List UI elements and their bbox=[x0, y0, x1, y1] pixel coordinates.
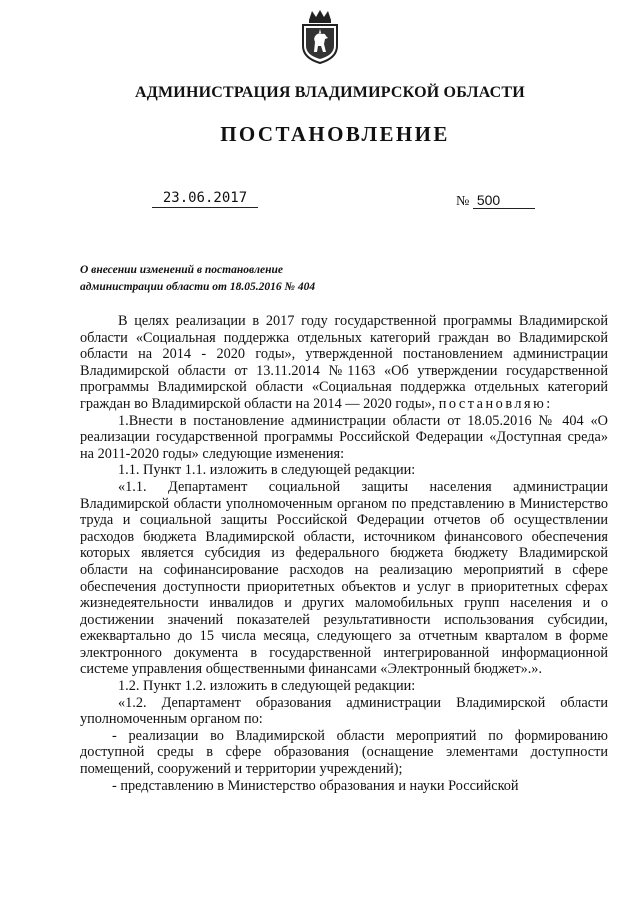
clause-paragraph: 1.1. Пункт 1.1. изложить в следующей редакции: bbox=[118, 462, 416, 479]
document-subject bbox=[80, 262, 400, 296]
resolve-word: постановляю: bbox=[438, 395, 553, 412]
preamble-paragraph bbox=[80, 313, 608, 413]
clause-paragraph: 1.Внести в постановление администрации области от 18.05.2016 № 404 «О реализации государственной программы Российской Федерации «Доступная среда» на 2011-2020 годы» следующие изменения: bbox=[80, 412, 608, 462]
document-date: 23.06.2017 bbox=[152, 190, 258, 208]
subject-line: администрации области от 18.05.2016 № 404 bbox=[80, 281, 316, 293]
number-value: 500 bbox=[473, 192, 535, 209]
clause-paragraph: «1.2. Департамент образования администрации Владимирской области уполномоченным органом по: bbox=[80, 694, 608, 728]
organization-title: АДМИНИСТРАЦИЯ ВЛАДИМИРСКОЙ ОБЛАСТИ bbox=[135, 84, 525, 101]
document-body bbox=[80, 313, 608, 794]
preamble-text: В целях реализации в 2017 году государственной программы Владимирской области «Социальная поддержка отдельных категорий граждан во Владимирской области на 2014 - 2020 годы», утвержденной постановлением администрации Владимирской области от 13.11.2014 №1163 «Об утверждении государственной программы Владимирской области «Социальная поддержка отдельных категорий граждан во Владимирской области на 2014 — 2020 годы», bbox=[80, 313, 608, 412]
document-number bbox=[456, 192, 535, 210]
clause-paragraph: 1.2. Пункт 1.2. изложить в следующей редакции: bbox=[118, 678, 416, 695]
number-sign: № bbox=[456, 194, 470, 209]
subject-line: О внесении изменений в постановление bbox=[80, 264, 284, 276]
list-item: - реализации во Владимирской области мероприятий по формированию доступной среды в сфере образования (оснащение элементами доступности помещений, сооружений и территории учреждений); bbox=[80, 727, 608, 778]
list-item: - представлению в Министерство образования и науки Российской bbox=[112, 777, 519, 794]
clause-paragraph: «1.1. Департамент социальной защиты населения администрации Владимирской области уполномоченным органом по представлению в Министерство труда и социальной защиты Российской Федерации отчетов об осуществлении расходов бюджета Владимирской области, источником финансового обеспечения которых является субсидия из федерального бюджета бюджету Владимирской области на софинансирование расходов на реализацию мероприятий в сфере обеспечения доступности приоритетных объектов и услуг в приоритетных сферах жизнедеятельности инвалидов и других маломобильных групп населения и о достижении значений показателей результативности использования субсидии, ежеквартально до 15 числа месяца, следующего за отчетным кварталом в форме электронного документа в государственной интегрированной информационной системе управления общественными финансами «Электронный бюджет».». bbox=[80, 478, 608, 678]
document-type-title: ПОСТАНОВЛЕНИЕ bbox=[220, 122, 450, 146]
coat-of-arms-icon bbox=[297, 8, 343, 64]
